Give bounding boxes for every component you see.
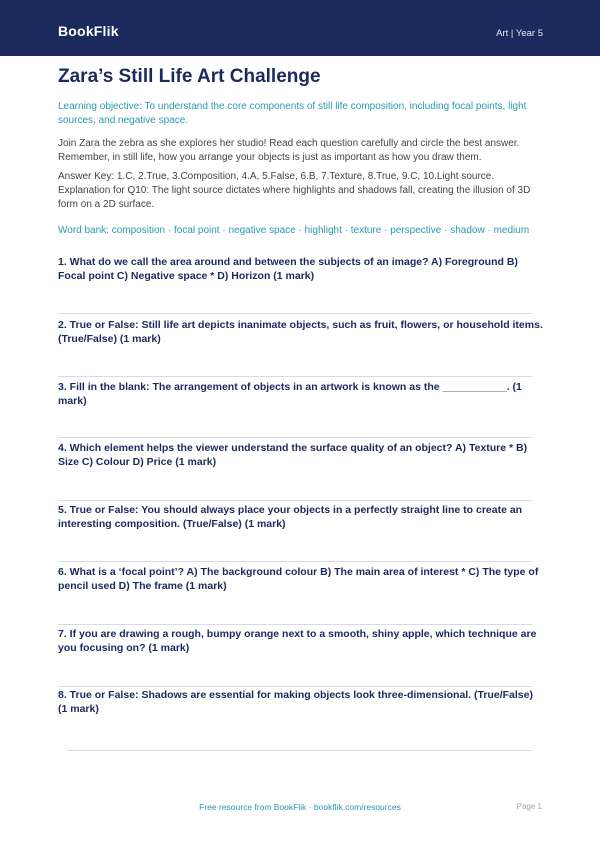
answer-line [58, 561, 532, 562]
word-bank: Word bank: composition · focal point · negative space · highlight · texture · perspective · shadow · medium [58, 225, 530, 236]
intro-text: Join Zara the zebra as she explores her studio! Read each question carefully and circle the best answer. Remember, in still life, how you arrange your objects is just as important as how you draw them. [58, 138, 520, 163]
question-7: 7. If you are drawing a rough, bumpy orange next to a smooth, shiny apple, which technique are you focusing on? (1 mark) [58, 628, 537, 654]
subject-year-label: Art | Year 5 [496, 28, 543, 39]
brand-logo[interactable]: BookFlik [58, 23, 119, 39]
question-5: 5. True or False: You should always place your objects in a perfectly straight line to create an interesting composition. (True/False) (1 mark) [58, 504, 523, 530]
question-4: 4. Which element helps the viewer understand the surface quality of an object? A) Texture * B) Size C) Colour D) Price (1 mark) [58, 442, 528, 468]
answer-line [58, 376, 532, 377]
answer-key: Answer Key: 1.C, 2.True, 3.Composition, 4.A, 5.False, 6.B, 7.Texture, 8.True, 9.C, 10.Light source. Explanation for Q10: The light source dictates where highlights and shadows fall, creating the illusion of 3D form on a 2D surface. [58, 171, 531, 210]
answer-line [58, 437, 532, 438]
question-8: 8. True or False: Shadows are essential for making objects look three-dimensional. (True/False) (1 mark) [58, 689, 533, 715]
question-2: 2. True or False: Still life art depicts inanimate objects, such as fruit, flowers, or household items. (True/False) (1 mark) [58, 319, 543, 345]
page-number: Page 1 [516, 802, 542, 811]
page-title: Zara’s Still Life Art Challenge [58, 66, 321, 87]
question-1: 1. What do we call the area around and between the subjects of an image? A) Foreground B) Focal point C) Negative space * D) Horizon (1 mark) [58, 256, 518, 282]
answer-line [58, 624, 532, 625]
footer-divider [67, 750, 532, 751]
header-bar [0, 0, 600, 56]
answer-line [58, 500, 532, 501]
question-3: 3. Fill in the blank: The arrangement of objects in an artwork is known as the ___________. (1 mark) [58, 381, 522, 407]
question-6: 6. What is a ‘focal point’? A) The background colour B) The main area of interest * C) The type of pencil used D) The frame (1 mark) [58, 566, 539, 592]
learning-objective: Learning objective: To understand the core components of still life composition, including focal points, light sources, and negative space. [58, 101, 527, 126]
footer-link[interactable]: Free resource from BookFlik · bookflik.com/resources [199, 802, 401, 812]
answer-line [58, 313, 532, 314]
answer-line [58, 686, 532, 687]
